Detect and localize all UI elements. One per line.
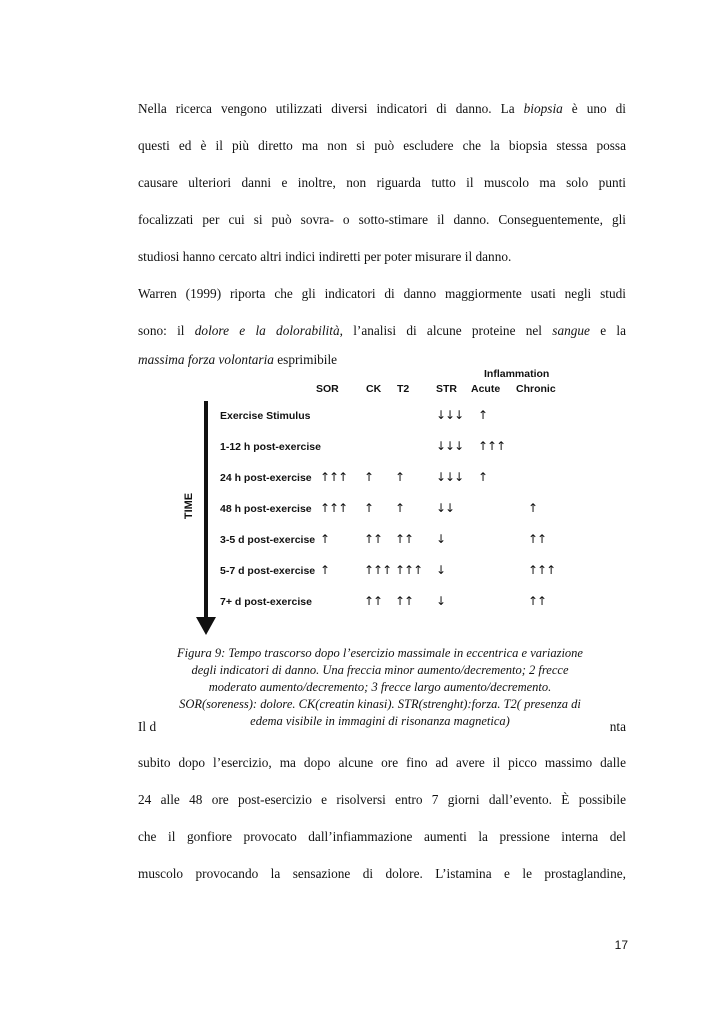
header-acute: Acute (471, 383, 501, 395)
str-arrow-cell: ↓↓ (436, 501, 455, 515)
ck-arrow-cell: ↑ (364, 501, 374, 515)
caption-line: degli indicatori di danno. Una freccia minor aumento/decremento; 2 frecce (191, 663, 569, 677)
t2-arrow-cell: ↑ (395, 501, 405, 515)
header-sor: SOR (316, 383, 339, 395)
ck-arrow-cell: ↑↑↑ (364, 563, 392, 577)
str-arrow-cell: ↓ (436, 594, 446, 608)
time-axis-line (204, 401, 208, 619)
time-row-label: 24 h post-exercise (220, 472, 312, 484)
ck-arrow-cell: ↑↑ (364, 532, 383, 546)
header-str: STR (436, 383, 457, 395)
header-ck: CK (366, 383, 382, 395)
paragraph-line: sono: il dolore e la dolorabilità, l’analisi di alcune proteine nel sangue e la (138, 323, 627, 338)
time-axis-label: TIME (183, 492, 196, 520)
chronic-arrow-cell: ↑ (528, 501, 538, 515)
paragraph-line: subito dopo l’esercizio, ma dopo alcune ore fino ad avere il picco massimo dalle (138, 755, 626, 770)
sor-arrow-cell: ↑ (320, 563, 330, 577)
paragraph-line: che il gonfiore provocato dall’infiammazione aumenti la pressione interna del (138, 829, 626, 844)
damage-indicators-figure (160, 368, 600, 638)
paragraph-line: massima forza volontaria esprimibile (138, 352, 338, 367)
ck-arrow-cell: ↑↑ (364, 594, 383, 608)
paragraph-line: causare ulteriori danni e inoltre, non riguarda tutto il muscolo ma solo punti (138, 175, 626, 190)
caption-line: moderato aumento/decremento; 3 frecce largo aumento/decremento. (208, 680, 552, 694)
str-arrow-cell: ↓↓↓ (436, 408, 464, 422)
str-arrow-cell: ↓ (436, 563, 446, 577)
header-t2: T2 (397, 383, 410, 395)
str-arrow-cell: ↓↓↓ (436, 470, 464, 484)
t2-arrow-cell: ↑↑↑ (395, 563, 423, 577)
chronic-arrow-cell: ↑↑ (528, 532, 547, 546)
time-row-label: Exercise Stimulus (220, 410, 311, 422)
paragraph-line: muscolo provocando la sensazione di dolore. L’istamina e le prostaglandine, (138, 866, 626, 881)
page-number: 17 (614, 938, 628, 952)
time-row-label: 48 h post-exercise (220, 503, 312, 515)
time-row-label: 5-7 d post-exercise (220, 565, 316, 577)
paragraph-line: Warren (1999) riporta che gli indicatori di danno maggiormente usati negli studi (138, 286, 626, 301)
caption-line: edema visibile in immagini di risonanza magnetica) (250, 714, 510, 728)
sor-arrow-cell: ↑↑↑ (320, 470, 348, 484)
str-arrow-cell: ↓ (436, 532, 446, 546)
chronic-arrow-cell: ↑↑ (528, 594, 547, 608)
t2-arrow-cell: ↑↑ (395, 532, 414, 546)
caption-line: Figura 9: Tempo trascorso dopo l’esercizio massimale in eccentrica e variazione (177, 646, 583, 660)
t2-arrow-cell: ↑ (395, 470, 405, 484)
chronic-arrow-cell: ↑↑↑ (528, 563, 556, 577)
paragraph-line: focalizzati per cui si può sovra- o sotto-stimare il danno. Conseguentemente, gli (138, 212, 626, 227)
time-row-label: 7+ d post-exercise (220, 596, 312, 608)
paragraph-line: 24 alle 48 ore post-esercizio e risolversi entro 7 giorni dall’evento. È possibile (138, 792, 626, 807)
acute-arrow-cell: ↑ (478, 470, 488, 484)
header-inflammation: Inflammation (484, 368, 550, 380)
acute-arrow-cell: ↑ (478, 408, 488, 422)
ck-arrow-cell: ↑ (364, 470, 374, 484)
caption-line: SOR(soreness): dolore. CK(creatin kinasi). STR(strenght):forza. T2( presenza di (179, 697, 581, 711)
str-arrow-cell: ↓↓↓ (436, 439, 464, 453)
paragraph-line: Nella ricerca vengono utilizzati diversi indicatori di danno. La biopsia è uno di (138, 101, 626, 116)
header-chronic: Chronic (516, 383, 556, 395)
time-row-label: 3-5 d post-exercise (220, 534, 316, 546)
acute-arrow-cell: ↑↑↑ (478, 439, 506, 453)
time-axis-arrowhead (196, 617, 216, 635)
paragraph-line-fragment-left: Il d (138, 719, 157, 734)
time-row-label: 1-12 h post-exercise (220, 441, 321, 453)
sor-arrow-cell: ↑↑↑ (320, 501, 348, 515)
sor-arrow-cell: ↑ (320, 532, 330, 546)
paragraph-line-fragment-right: nta (609, 719, 626, 734)
paragraph-line: studiosi hanno cercato altri indici indiretti per poter misurare il danno. (138, 249, 512, 264)
figure-caption (160, 645, 600, 730)
paragraph-line: questi ed è il più diretto ma non si può escludere che la biopsia stessa possa (138, 138, 626, 153)
t2-arrow-cell: ↑↑ (395, 594, 414, 608)
